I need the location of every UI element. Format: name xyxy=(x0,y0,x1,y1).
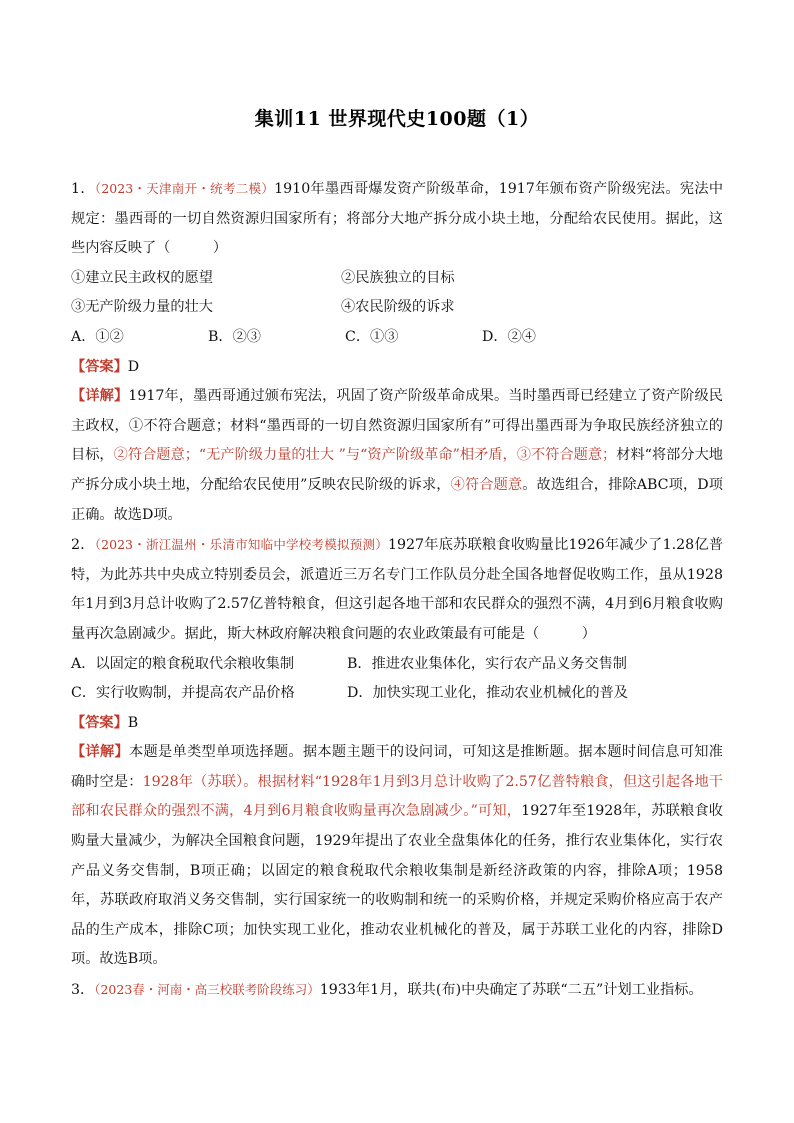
question-text: 1927年底苏联粮食收购量比1926年减少了1.28亿普特，为此苏共中央成立特别委员会，派遣近三万名专门工作队员分赴全国各地督促收购工作，虽从1928年1月到3月总计收购了2.57亿普特粮食，但这引起各地干部和农民群众的强烈不满，4月到6月粮食收购量再次急剧减少。据此，斯大林政府解决粮食问题的农业政策最有可能是（ ） xyxy=(71,537,724,642)
question-2-answer xyxy=(71,709,723,739)
answer-label: 【答案】 xyxy=(71,358,128,375)
detail-label: 【详解】 xyxy=(71,744,129,761)
question-text: 1933年1月，联共(布)中央确定了苏联“二五”计划工业指标。 xyxy=(319,982,703,999)
question-source: （2023・天津南开・统考二模） xyxy=(94,181,275,196)
detail-text-highlight: ②符合题意；“无产阶级力量的壮大 ”与“资产阶级革命”相矛盾，③不符合题意； xyxy=(113,447,617,464)
question-3-stem xyxy=(71,975,723,1006)
detail-label: 【详解】 xyxy=(71,388,129,405)
question-1-items-row-2 xyxy=(71,293,723,323)
option-d: D．加快实现工业化，推动农业机械化的普及 xyxy=(347,685,628,702)
question-1-answer xyxy=(71,353,723,383)
page-title: 集训11 世界现代史100题（1） xyxy=(254,108,540,130)
question-1-items-row-1 xyxy=(71,264,723,294)
detail-text-highlight: 1928年（苏联）。根据材料“1928年1月到3月总计收购了2.57亿普特粮食，但这引起各地干部和农民群众的强烈不满，4月到6月粮食收购量再次急剧减少。”可知， xyxy=(71,773,723,820)
statement-item: ④农民阶级的诉求 xyxy=(341,299,455,316)
question-1-stem xyxy=(71,174,723,264)
answer-label: 【答案】 xyxy=(71,714,128,731)
answer-value: B xyxy=(127,714,139,731)
detail-text: 。故选组合，排除ABC项，D项正确。故选D项。 xyxy=(71,476,723,523)
question-2-detail xyxy=(71,738,723,975)
option-b: B．推进农业集体化，实行农产品义务交售制 xyxy=(347,655,627,672)
answer-value: D xyxy=(127,358,140,375)
detail-text: 材料“将部分大地产拆分成小块土地，分配给农民使用”反映农民阶级的诉求， xyxy=(71,447,723,493)
question-1-detail xyxy=(71,382,723,530)
question-1-options xyxy=(71,323,723,353)
question-number: 3． xyxy=(71,982,95,999)
question-source: （2023・浙江温州・乐清市知临中学校考模拟预测） xyxy=(94,537,388,553)
option-a: A．以固定的粮食税取代余粮收集制 xyxy=(71,655,295,672)
question-2-options-row-2 xyxy=(71,679,723,709)
option-a: A．①② xyxy=(71,328,124,345)
option-b: B．②③ xyxy=(208,328,261,345)
option-c: C．实行收购制，并提高农产品价格 xyxy=(71,685,295,702)
detail-text: 本题是单类型单项选择题。据本题主题干的设问词，可知这是推断题。据本题时间信息可知准确时空是： xyxy=(71,744,723,790)
question-2-options-row-1 xyxy=(71,650,723,680)
statement-item: ①建立民主政权的愿望 xyxy=(71,269,213,286)
question-content xyxy=(71,174,723,1006)
option-c: C．①③ xyxy=(345,328,399,345)
detail-text: 1917年，墨西哥通过颁布宪法，巩固了资产阶级革命成果。当时墨西哥已经建立了资产阶级民主政权，①不符合题意；材料“墨西哥的一切自然资源归国家所有”可得出墨西哥为争取民族经济独立的目标， xyxy=(71,388,723,464)
question-source: （2023春・河南・高三校联考阶段练习） xyxy=(94,982,320,998)
question-text: 1910年墨西哥爆发资产阶级革命，1917年颁布资产阶级宪法。宪法中规定：墨西哥的一切自然资源归国家所有；将部分大地产拆分成小块土地，分配给农民使用。据此，这些内容反映了（ ） xyxy=(71,181,724,257)
question-number: 1． xyxy=(71,181,95,197)
question-number: 2． xyxy=(71,537,95,554)
detail-text-highlight: ④符合题意 xyxy=(450,476,523,493)
statement-item: ②民族独立的目标 xyxy=(341,269,455,286)
question-2-stem xyxy=(71,530,723,649)
statement-item: ③无产阶级力量的壮大 xyxy=(71,299,213,316)
detail-text: 1927年至1928年，苏联粮食收购量大量减少，为解决全国粮食问题，1929年提出了农业全盘集体化的任务，推行农业集体化，实行农产品义务交售制，B项正确；以固定的粮食税取代余粮收集制是新经济政策的内容，排除A项；1958年，苏联政府取消义务交售制，实行国家统一的收购制和统一的采购价格，并规定采购价格应高于农产品的生产成本，排除C项；加快实现工业化，推动农业机械化的普及，属于苏联工业化的内容，排除D项。故选B项。 xyxy=(71,803,723,968)
option-d: D．②④ xyxy=(482,328,536,345)
